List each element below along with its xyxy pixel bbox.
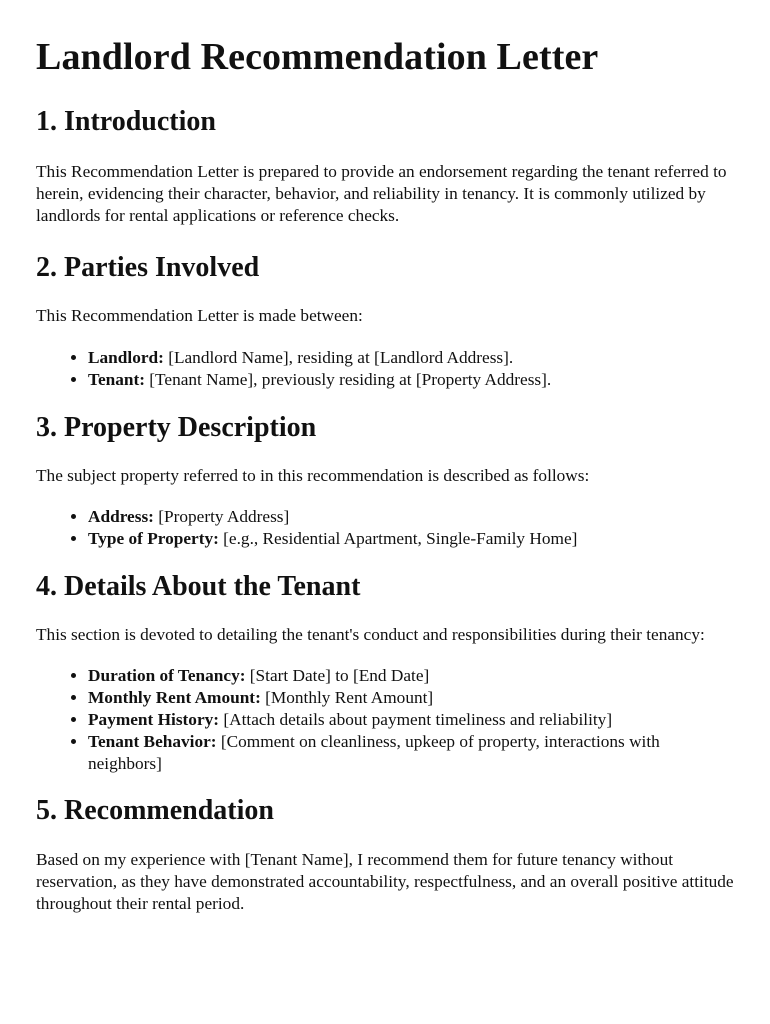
item-label: Tenant: [88,370,145,389]
item-label: Payment History: [88,710,220,729]
tenant-details-paragraph: This section is devoted to detailing the tenant's conduct and responsibilities during their tenancy: [36,625,705,644]
property-list [36,506,734,550]
list-item [88,665,734,687]
item-label: Type of Property: [88,529,219,548]
list-item [88,709,734,731]
item-text: [Attach details about payment timeliness and reliability] [219,710,613,729]
item-label: Address: [88,507,154,526]
section-heading-property-description: 3. Property Description [36,412,317,443]
list-item [88,731,734,775]
item-text: [Start Date] to [End Date] [245,666,430,685]
list-item [88,528,734,550]
section-heading-introduction: 1. Introduction [36,106,216,137]
item-text: [Monthly Rent Amount] [260,688,434,707]
item-text: [Landlord Name], residing at [Landlord Address]. [163,348,514,367]
item-text: [e.g., Residential Apartment, Single-Family Home] [218,529,578,548]
introduction-paragraph: This Recommendation Letter is prepared to provide an endorsement regarding the tenant referred to herein, evidencing their character, behavior, and reliability in tenancy. It is commonly utilized by landlords for rental applications or reference checks. [36,162,727,225]
section-heading-tenant-details: 4. Details About the Tenant [36,571,361,602]
property-paragraph: The subject property referred to in this recommendation is described as follows: [36,466,590,485]
item-label: Monthly Rent Amount: [88,688,261,707]
list-item [88,369,734,391]
item-label: Duration of Tenancy: [88,666,246,685]
item-label: Tenant Behavior: [88,732,217,751]
item-text: [Property Address] [153,507,290,526]
tenant-details-list [36,665,734,775]
section-heading-parties-involved: 2. Parties Involved [36,252,260,283]
list-item [88,347,734,369]
item-label: Landlord: [88,348,164,367]
item-text: [Tenant Name], previously residing at [Property Address]. [144,370,552,389]
parties-paragraph: This Recommendation Letter is made between: [36,306,363,325]
list-item [88,506,734,528]
item-text: [Comment on cleanliness, upkeep of property, interactions with neighbors] [88,732,660,773]
parties-list [36,347,734,391]
recommendation-paragraph: Based on my experience with [Tenant Name], I recommend them for future tenancy without reservation, as they have demonstrated accountability, respectfulness, and an overall positive attitude throughout their rental period. [36,850,734,913]
document-title: Landlord Recommendation Letter [36,36,599,78]
list-item [88,687,734,709]
section-heading-recommendation: 5. Recommendation [36,795,274,826]
